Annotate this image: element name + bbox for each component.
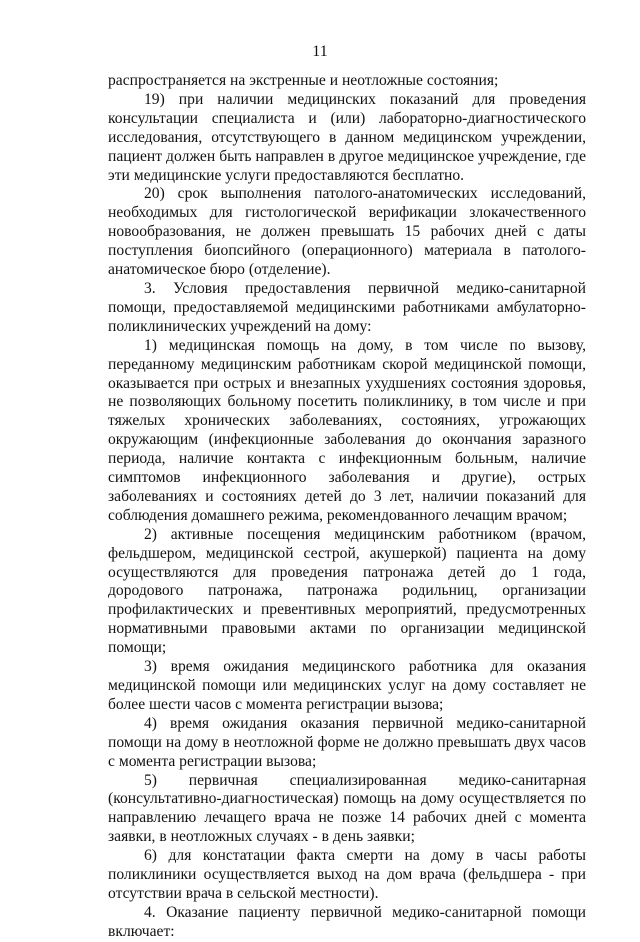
paragraph-item-1: 1) медицинская помощь на дому, в том числе по вызову, переданному медицинским работникам скорой медицинской помощи, оказывается при острых и внезапных ухудшениях состояния здоровья, не позволяющих больному посетить поликлинику, в том числе и при тяжелых хронических заболеваниях, состояниях, угрожающих окружающим (инфекционные заболевания до окончания заразного периода, наличие контакта с инфекционным больным, наличие симптомов инфекционного заболевания и другие), острых заболеваниях и состояниях детей до 3 лет, наличии показаний для соблюдения домашнего режима, рекомендованного лечащим врачом; xyxy=(108,336,586,524)
paragraph-item-2: 2) активные посещения медицинским работником (врачом, фельдшером, медицинской сестрой, акушеркой) пациента на дому осуществляются для проведения патронажа детей до 1 года, дородового патронажа, патронажа родильниц, организации профилактических и превентивных мероприятий, предусмотренных нормативными правовыми актами по организации медицинской помощи; xyxy=(108,525,586,657)
paragraph-section-4: 4. Оказание пациенту первичной медико-санитарной помощи включает: xyxy=(108,903,586,940)
paragraph-item-19: 19) при наличии медицинских показаний для проведения консультации специалиста и (или) лабораторно-диагностического исследования, отсутствующего в данном медицинском учреждении, пациент должен быть направлен в другое медицинское учреждение, где эти медицинские услуги предоставляются бесплатно. xyxy=(108,90,586,184)
paragraph-section-3: 3. Условия предоставления первичной медико-санитарной помощи, предоставляемой медицинскими работниками амбулаторно-поликлинических учреждений на дому: xyxy=(108,279,586,335)
paragraph-item-4: 4) время ожидания оказания первичной медико-санитарной помощи на дому в неотложной форме не должно превышать двух часов с момента регистрации вызова; xyxy=(108,714,586,770)
paragraph-item-3: 3) время ожидания медицинского работника для оказания медицинской помощи или медицинских услуг на дому составляет не более шести часов с момента регистрации вызова; xyxy=(108,658,586,713)
paragraph-item-5: 5) первичная специализированная медико-санитарная (консультативно-диагностическая) помощь на дому осуществляется по направлению лечащего врача не позже 14 рабочих дней с момента заявки, в неотложных случаях - в день заявки; xyxy=(108,771,586,846)
document-body xyxy=(108,72,586,942)
page-number: 11 xyxy=(312,43,328,60)
paragraph-item-6: 6) для констатации факта смерти на дому в часы работы поликлиники осуществляется выход на дом врача (фельдшера - при отсутствии врача в сельской местности). xyxy=(108,847,586,902)
paragraph-continuation: распространяется на экстренные и неотложные состояния; xyxy=(108,72,499,89)
paragraph-item-20: 20) срок выполнения патолого-анатомических исследований, необходимых для гистологической верификации злокачественного новообразования, не должен превышать 15 рабочих дней с даты поступления биопсийного (операционного) материала в патолого-анатомическое бюро (отделение). xyxy=(108,185,586,279)
